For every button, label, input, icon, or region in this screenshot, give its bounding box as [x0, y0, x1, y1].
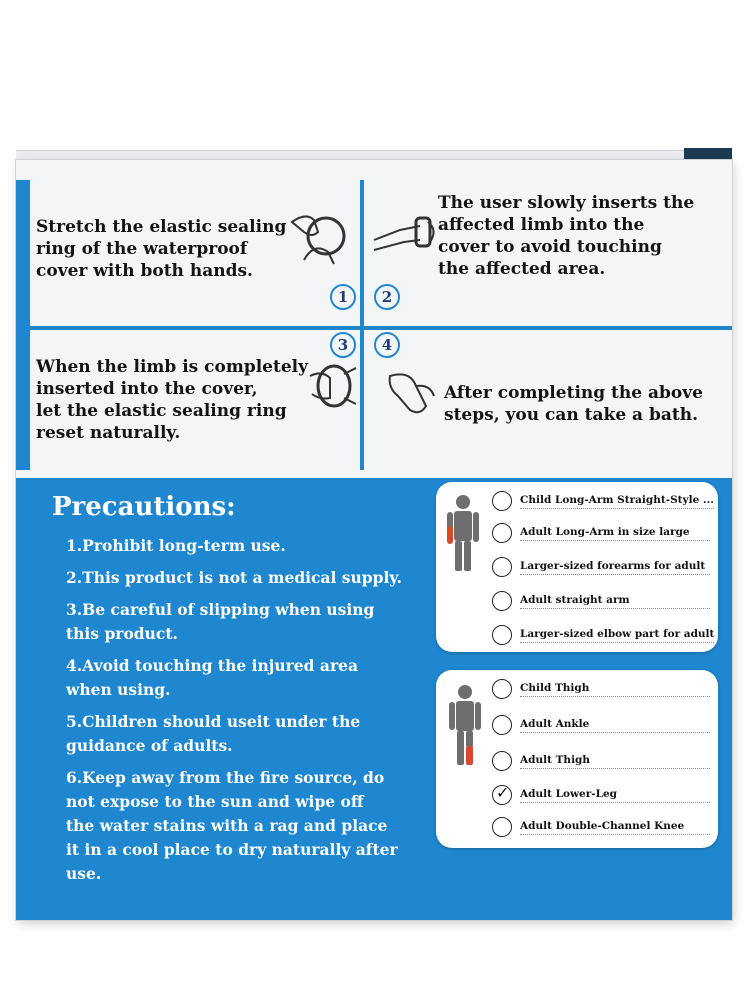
leg-option[interactable]	[492, 784, 710, 806]
radio-circle-icon[interactable]	[492, 679, 512, 699]
arm-option[interactable]	[492, 522, 710, 544]
precaution-item: 6.Keep away from the fire source, do not expose to the sun and wipe off the water stains with a rag and place it in a cool place to dry naturally after use.	[66, 768, 398, 883]
arm-option-label: Adult Long-Arm in size large	[520, 526, 710, 541]
step-1-text: Stretch the elastic sealing ring of the waterproof cover with both hands.	[36, 217, 287, 281]
radio-circle-icon[interactable]	[492, 491, 512, 511]
sealing-ring-icon	[304, 356, 360, 416]
arm-option[interactable]	[492, 590, 710, 612]
step-3-number: 3	[330, 332, 356, 358]
precaution-item: 3.Be careful of slipping when using this product.	[66, 600, 375, 643]
leg-body-figure-icon	[448, 684, 482, 768]
arm-body-figure-icon	[446, 494, 480, 574]
leg-option[interactable]	[492, 750, 710, 772]
radio-circle-icon[interactable]	[492, 751, 512, 771]
arm-option-label: Larger-sized forearms for adult	[520, 560, 710, 575]
precaution-item: 4.Avoid touching the injured area when using.	[66, 656, 359, 699]
leg-option[interactable]	[492, 816, 710, 838]
left-blue-band	[16, 180, 30, 470]
arm-option-label: Larger-sized elbow part for adult	[520, 628, 714, 643]
grid-vertical-divider	[360, 180, 364, 470]
step-4-number: 4	[374, 332, 400, 358]
step-2-number: 2	[374, 284, 400, 310]
arm-option[interactable]	[492, 490, 714, 512]
leg-option[interactable]	[492, 714, 710, 736]
radio-circle-icon[interactable]	[492, 817, 512, 837]
precautions-panel	[16, 478, 732, 920]
radio-circle-icon[interactable]	[492, 715, 512, 735]
arm-size-card	[436, 482, 718, 652]
instruction-grid	[16, 180, 732, 470]
leg-option-label: Adult Ankle	[520, 718, 710, 733]
radio-circle-icon[interactable]	[492, 591, 512, 611]
leg-option[interactable]	[492, 678, 710, 700]
precaution-item: 2.This product is not a medical supply.	[66, 568, 402, 587]
arm-option-label: Child Long-Arm Straight-Style ...	[520, 494, 714, 509]
covered-arm-icon	[380, 366, 440, 422]
product-box	[16, 160, 732, 920]
leg-option-label: Adult Thigh	[520, 754, 710, 769]
radio-circle-icon[interactable]	[492, 785, 512, 805]
radio-circle-icon[interactable]	[492, 625, 512, 645]
arm-option[interactable]	[492, 624, 714, 646]
precaution-item: 5.Children should useit under the guidance of adults.	[66, 712, 361, 755]
precautions-title: Precautions:	[52, 492, 236, 522]
precautions-list	[66, 534, 446, 894]
arm-option[interactable]	[492, 556, 710, 578]
limb-inserting-icon	[370, 200, 440, 260]
radio-circle-icon[interactable]	[492, 557, 512, 577]
leg-option-label: Adult Lower-Leg	[520, 788, 710, 803]
radio-circle-icon[interactable]	[492, 523, 512, 543]
leg-size-card	[436, 670, 718, 848]
arm-option-label: Adult straight arm	[520, 594, 710, 609]
leg-option-label: Adult Double-Channel Knee	[520, 820, 710, 835]
step-3-text: When the limb is completely inserted into the cover, let the elastic sealing ring reset naturally.	[36, 357, 308, 443]
step-1-number: 1	[330, 284, 356, 310]
leg-option-label: Child Thigh	[520, 682, 710, 697]
grid-horizontal-divider	[16, 326, 732, 330]
checkmark-icon: ✓	[496, 783, 510, 802]
step-4-text: After completing the above steps, you can take a bath.	[444, 383, 703, 425]
precaution-item: 1.Prohibit long-term use.	[66, 536, 286, 555]
step-2-text: The user slowly inserts the affected limb into the cover to avoid touching the affected area.	[438, 193, 695, 279]
hands-stretching-icon	[284, 202, 354, 272]
